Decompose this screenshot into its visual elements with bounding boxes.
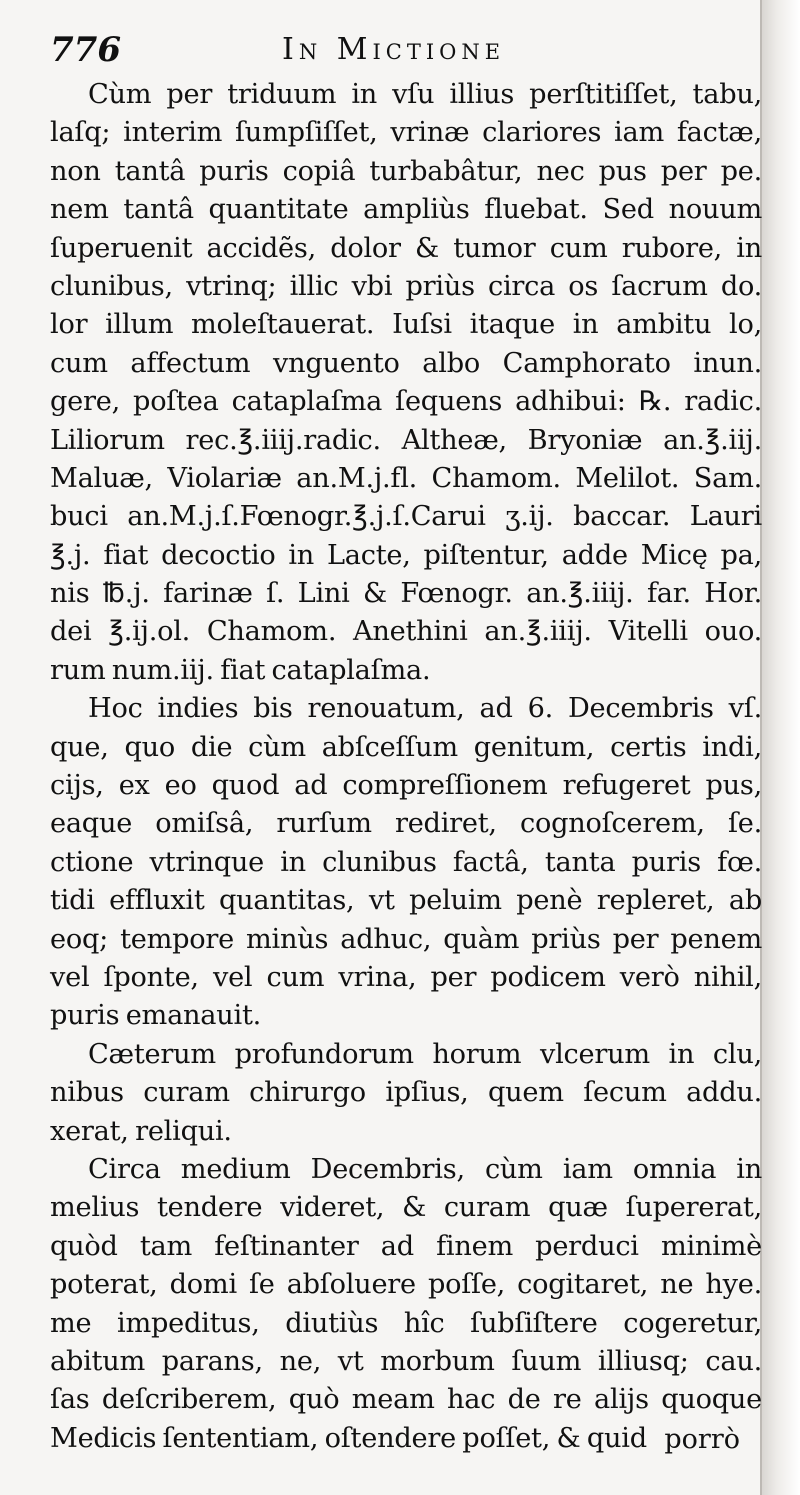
text-line: cijs, ex eo quod ad compreſſionem refugeret pus, [50, 770, 762, 802]
text-line: non tantâ puris copiâ turbabâtur, nec pus per pe. [50, 155, 762, 187]
text-line: eoq; tempore minùs adhuc, quàm priùs per penem [50, 923, 762, 955]
running-head [50, 26, 760, 72]
text-line: melius tendere videret, & curam quæ ſupererat, [50, 1192, 762, 1224]
text-line: xerat, reliqui. [50, 1115, 232, 1147]
text-line: rum num.iij. fiat cataplaſma. [50, 654, 431, 686]
text-line: nis ℔.j. farinæ ſ. Lini & Fœnogr. an.℥.iiij. far. Hor. [50, 578, 762, 610]
text-line: Hoc indies bis renouatum, ad 6. Decembris vſ. [88, 693, 762, 725]
paragraph [50, 690, 762, 1036]
text-line: nibus curam chirurgo ipſius, quem ſecum addu. [50, 1077, 762, 1109]
page-edge [760, 0, 800, 1495]
text-line: Medicis ſententiam, oſtendere poſſet, & quid [50, 1422, 647, 1454]
text-line: Liliorum rec.℥.iiij.radic. Altheæ, Bryoniæ an.℥.iij. [50, 424, 762, 456]
page-number: 776 [50, 30, 121, 70]
running-title: In Mictione [282, 32, 506, 67]
text-line: ſuperuenit accidẽs, dolor & tumor cum rubore, in [50, 232, 762, 264]
text-line: ℥.j. fiat decoctio in Lacte, piſtentur, adde Micę pa, [50, 539, 762, 571]
paragraph [50, 1036, 762, 1151]
text-line: poterat, domi ſe abſoluere poſſe, cogitaret, ne hye. [50, 1269, 762, 1301]
text-line: laſq; interim ſumpſiſſet, vrinæ clariores iam factæ, [50, 117, 762, 149]
text-line: quòd tam feſtinanter ad finem perduci minimè [50, 1230, 762, 1262]
text-line: Cùm per triduum in vſu illius perſtitiſſet, tabu, [88, 79, 762, 110]
text-line: abitum parans, ne, vt morbum ſuum illiusq; cau. [50, 1345, 762, 1377]
text-line: dei ℥.ij.ol. Chamom. Anethini an.℥.iiij. Vitelli ouo. [50, 616, 762, 648]
text-line: clunibus, vtrinq; illic vbi priùs circa os ſacrum do. [50, 270, 762, 302]
text-line: ctione vtrinque in clunibus factâ, tanta puris fœ. [50, 846, 762, 878]
text-line: buci an.M.j.ſ.Fœnogr.℥.j.ſ.Carui ʒ.ij. baccar. Lauri [50, 501, 762, 533]
text-line: que, quo die cùm abſceſſum genitum, certis indi, [50, 731, 762, 763]
paragraph [50, 76, 762, 690]
text-line: gere, poſtea cataplaſma ſequens adhibui: ℞. radic. [50, 386, 762, 418]
body-text [50, 76, 762, 1458]
text-line: nem tantâ quantitate ampliùs fluebat. Sed nouum [50, 194, 762, 226]
text-line: lor illum moleſtauerat. Iuſsi itaque in ambitu lo, [50, 309, 762, 341]
catchword: porrò [664, 1424, 740, 1455]
text-line: cum affectum vnguento albo Camphorato inun. [50, 347, 762, 379]
text-line: Cæterum profundorum horum vlcerum in clu, [88, 1038, 762, 1070]
text-line: me impeditus, diutiùs hîc ſubſiſtere cogeretur, [50, 1307, 762, 1339]
text-line: tidi effluxit quantitas, vt peluim penè repleret, ab [50, 885, 762, 917]
text-line: Maluæ, Violariæ an.M.j.fl. Chamom. Melilot. Sam. [50, 462, 762, 494]
text-line: Circa medium Decembris, cùm iam omnia in [88, 1153, 762, 1185]
text-line: eaque omiſsâ, rurſum rediret, cognoſcerem, ſe. [50, 808, 762, 840]
text-line: puris emanauit. [50, 1000, 262, 1032]
text-line: ſas deſcriberem, quò meam hac de re alijs quoque [50, 1384, 762, 1416]
text-line: vel ſponte, vel cum vrina, per podicem verò nihil, [50, 961, 762, 993]
paragraph [50, 1151, 762, 1458]
